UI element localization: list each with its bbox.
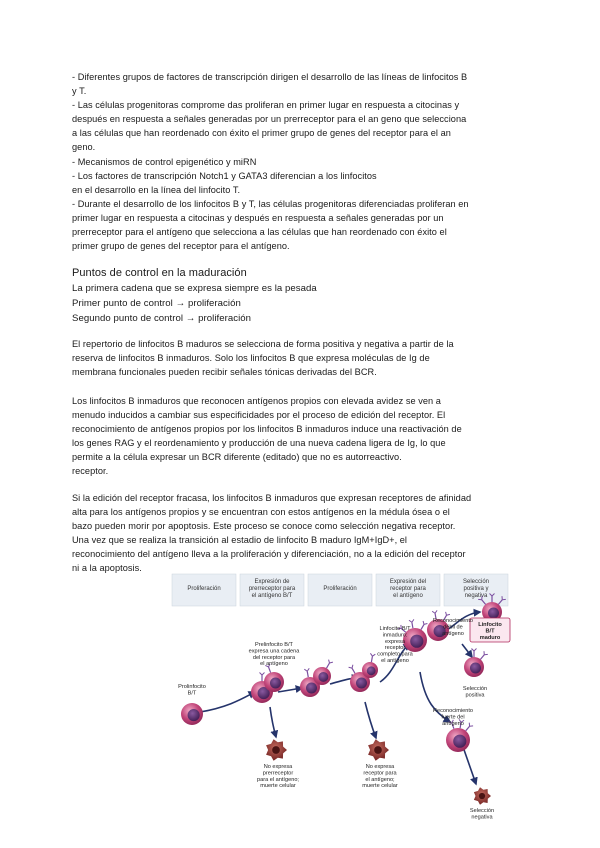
stage-header-line: positiva y: [463, 586, 489, 592]
dead-cell-core: [272, 746, 280, 754]
death-label-1-line: muerte celular: [260, 783, 296, 790]
prolinfocito-label: [178, 684, 206, 696]
immature-label-line: expresa: [385, 638, 405, 645]
cell-nucleus: [270, 678, 281, 689]
text-line: reconocimiento de antígenos propios por los linfocitos B inmaduros induce una reactivación de: [72, 424, 462, 435]
dividing-cell: [362, 653, 378, 678]
death-label-2-line: receptor para: [363, 770, 397, 777]
stage-header: [463, 579, 489, 599]
receptor-arm: [372, 654, 375, 656]
receptor-arm: [409, 620, 412, 622]
receptor-arm: [370, 653, 372, 656]
text-line: - Durante el desarrollo de los linfocitos B y T, las células progenitoras diferenciadas proliferan en: [72, 198, 469, 209]
stage-header: [390, 579, 427, 599]
positive-selection-label-line: positiva: [465, 692, 485, 699]
stage-header-line: Proliferación: [323, 586, 357, 592]
positive-selection-label: [463, 686, 487, 698]
receptor-stem: [307, 671, 308, 677]
death-label-2-line: muerte celular: [362, 783, 398, 790]
receptor-stem: [327, 663, 330, 668]
strong-recognition-label-line: Reconocimiento: [432, 708, 474, 714]
receptor-arm: [435, 610, 437, 613]
receptor-stem: [371, 656, 372, 662]
arrow-flow: [200, 692, 255, 712]
cell-nucleus: [410, 635, 423, 648]
receptor-arm: [432, 611, 435, 613]
arrow-flow: [365, 702, 376, 738]
mature-label-line: maduro: [479, 634, 501, 641]
receptor-arm: [262, 673, 265, 676]
stage-header: [249, 579, 296, 599]
cell-nucleus: [318, 672, 328, 682]
immature-label-line: Linfocito B/T: [379, 626, 411, 632]
text-line: reserva de linfocitos B inmaduros. Solo los linfocitos B que expresa moléculas de Ig de: [72, 353, 430, 364]
receptor-arm: [304, 669, 307, 671]
text-line: Una vez que se realiza la transición al estadio de linfocito B maduro IgM+IgD+, el: [72, 535, 408, 546]
cell-nucleus: [356, 678, 367, 689]
receptor-arm: [446, 612, 447, 615]
intro-bullets: [72, 70, 532, 253]
stage-header: [187, 586, 220, 592]
mature-label-line: Linfocito: [478, 622, 502, 628]
negative-selection-label-line: negativa: [471, 814, 493, 821]
text-line: - Las células progenitoras comprome das proliferan en primer lugar en respuesta a citocinas y: [72, 100, 460, 111]
text-line: permite a la célula expresar un BCR diferente (editado) que no es autorreactivo.: [72, 452, 402, 463]
stage-header-line: Proliferación: [187, 586, 221, 592]
text-line: Si la edición del receptor fracasa, los linfocitos B inmaduros que expresan receptores de afinidad: [72, 493, 472, 503]
cell-nucleus: [488, 608, 499, 619]
stage-header: [323, 586, 356, 592]
cell-nucleus: [453, 735, 466, 748]
text-line: alta para los antígenos propios y se encuentran con estos antígenos en la médula ósea o el: [72, 507, 450, 518]
death-label-1: [257, 764, 299, 789]
cell-nucleus: [470, 663, 481, 674]
arrow-flow: [278, 688, 302, 692]
text-line: bazo pueden morir por apoptosis. Este proceso se conoce como selección negativa receptor.: [72, 521, 456, 532]
stage-header-line: el antígeno B/T: [251, 592, 293, 599]
strong-recognition-label-line: fuerte del: [441, 714, 465, 721]
receptor-arm: [307, 668, 309, 671]
receptor-arm: [329, 660, 330, 663]
text-line: Primer punto de control → proliferación: [72, 298, 241, 309]
text-line: La primera cadena que se expresa siempre es la pesada: [72, 283, 317, 294]
positive-selection-label-line: Selección: [462, 686, 488, 692]
prolinfocito-label-line: B/T: [187, 690, 197, 697]
prelinfocito-label: [249, 642, 301, 667]
death-label-2-line: el antígeno;: [365, 776, 395, 783]
receptor-arm: [260, 673, 263, 676]
editing-paragraph: [72, 394, 532, 479]
prolinfocito-label-line: Prolinfocito: [178, 684, 206, 690]
mature-label-line: B/T: [485, 628, 495, 635]
prelinfocito-label-line: del receptor para: [252, 654, 296, 661]
text-line: Segundo punto de control → proliferación: [72, 313, 252, 324]
text-line: El repertorio de linfocitos B maduros se selecciona de forma positiva y negativa a partir de la: [72, 339, 454, 349]
receptor-stem: [421, 624, 424, 629]
text-line: a las células que han reordenado con éxito el primer grupo de genes del receptor para el an: [72, 128, 451, 139]
failure-paragraph: [72, 491, 532, 576]
dead-cell-3: [474, 787, 491, 805]
dead-cell-2: [368, 739, 389, 760]
text-line: - Diferentes grupos de factores de transcripción dirigen el desarrollo de las líneas de linfocitos B: [72, 72, 468, 82]
positive-selection-cell: [464, 649, 488, 678]
death-label-1-line: No expresa: [263, 764, 293, 770]
weak-recognition-label-line: débil de: [443, 624, 463, 631]
text-line: Los linfocitos B inmaduros que reconocen antígenos propios con elevada avidez se ven a: [72, 396, 441, 406]
text-line: - Mecanismos de control epigenético y miRN: [72, 156, 257, 167]
receptor-stem: [466, 726, 470, 731]
text-line: primer grupo de genes del receptor para el antígeno.: [72, 241, 290, 252]
text-line: - Los factores de transcripción Notch1 y GATA3 diferencian a los linfocitos: [72, 170, 377, 181]
diagram-svg: [170, 572, 522, 824]
receptor-arm: [330, 662, 333, 663]
receptor-arm: [412, 619, 414, 622]
receptor-stem: [269, 667, 271, 673]
text-line: receptor.: [72, 466, 109, 477]
receptor-stem: [412, 622, 413, 628]
cell-nucleus: [306, 683, 317, 694]
death-label-1-line: prerreceptor: [262, 770, 294, 777]
stage-header-line: el antígeno: [393, 592, 423, 599]
repertoire-paragraph: [72, 337, 532, 379]
prolinfocito-cell: [181, 703, 203, 725]
receptor-arm: [472, 649, 475, 652]
death-label-2-line: No expresa: [365, 764, 395, 770]
stage-header-line: Expresión de: [254, 579, 290, 586]
immature-label-line: completo para: [377, 651, 413, 658]
dead-cell-core: [479, 793, 485, 799]
cell-nucleus: [367, 666, 376, 675]
text-line: membrana funcionales pueden recibir señales tónicas derivadas del BCR.: [72, 367, 377, 378]
dividing-cell: [313, 660, 333, 685]
checkpoints-section: [72, 266, 532, 326]
stage-header-line: prerreceptor para: [248, 586, 296, 592]
strong-recognition-label-line: antígeno: [442, 720, 464, 727]
weak-recognition-label-line: antígeno: [442, 630, 464, 637]
dead-cell-core: [374, 746, 382, 754]
receptor-arm: [447, 614, 450, 615]
cell-nucleus: [188, 709, 200, 721]
dead-cell-1: [266, 739, 287, 760]
text-line: en el desarrollo en la línea del linfocito T.: [72, 184, 241, 195]
text-line: después en respuesta a señales generadas por un prerreceptor para el an geno que selecciona: [72, 114, 467, 125]
stage-header-line: negativa: [464, 592, 488, 599]
prelinfocito-label-line: expresa una cadena: [248, 648, 300, 655]
strong-recognition-label: [433, 708, 473, 727]
text-line: reconocimiento del antígeno lleva a la proliferación y diferenciación, no a la edición del receptor: [72, 549, 466, 560]
receptor-arm: [352, 665, 353, 668]
prelinfocito-cell: [264, 664, 284, 692]
receptor-arm: [424, 623, 427, 624]
text-line: geno.: [72, 142, 96, 153]
text-line: menudo inducidos a cambiar sus especificidades por el proceso de edición del receptor. El: [72, 410, 446, 421]
stage-header-line: receptor para: [390, 586, 426, 592]
receptor-arm: [423, 621, 424, 624]
immature-label-line: receptor: [384, 645, 406, 652]
stage-header-line: Selección: [462, 579, 490, 586]
arrow-flow: [270, 707, 276, 737]
text-line: prerreceptor para el antígeno que selecciona a las células que han reordenado con éxito el: [72, 227, 447, 238]
receptor-arm: [349, 667, 352, 668]
receptor-arm: [474, 649, 477, 652]
text-line: y T.: [72, 86, 87, 97]
immature-label-line: inmaduro:: [382, 632, 408, 639]
receptor-stem: [480, 655, 484, 660]
prelinfocito-label-line: Prelinfocito B/T: [255, 642, 293, 648]
death-label-2: [362, 764, 398, 789]
prelinfocito-label-line: el antígeno: [260, 661, 288, 668]
arrow-flow: [462, 644, 472, 657]
weak-recognition-label-line: Reconocimiento: [432, 618, 474, 624]
section-heading: Puntos de control en la maduración: [72, 267, 247, 279]
death-label-1-line: para el antígeno;: [257, 776, 299, 783]
negative-selection-label: [470, 808, 494, 820]
stage-header-line: Expresión del: [389, 579, 427, 586]
immature-label-line: el antígeno: [381, 658, 409, 664]
text-line: ni a la apoptosis.: [72, 563, 142, 574]
receptor-stem: [352, 668, 355, 673]
text-line: primer lugar en respuesta a citocinas y después en respuesta a señales generadas por un: [72, 212, 444, 223]
lymphocyte-development-diagram: [170, 572, 522, 824]
text-line: los genes RAG y el reordenamiento y producción de una nueva cadena ligera de Ig, lo que: [72, 438, 446, 449]
negative-selection-label-line: Selección: [469, 808, 495, 814]
